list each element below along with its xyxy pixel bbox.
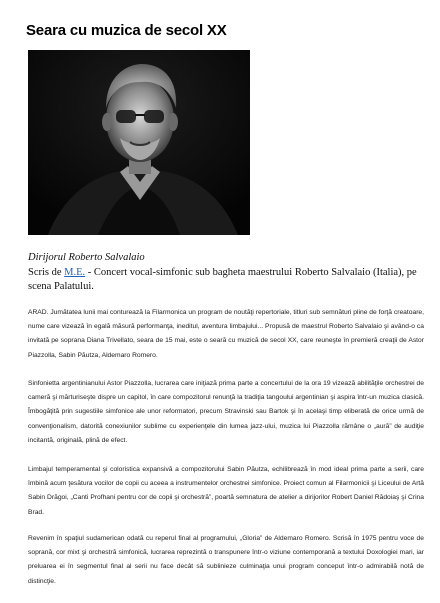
photo-caption: Dirijorul Roberto Salvalaio xyxy=(28,252,145,263)
article-paragraph: Revenim în spaţiul sudamerican odată cu reperul final al programului, „Gloria” de Aldemaro Romero. Scrisă în 1975 pentru voce de soprană, cor mixt şi orchestră simfonică, lucrarea reprezintă o transpunere într-o viziune contemporană a textului Doxologiei mari, iar preluarea ei în segmentul final al serii nu face decât să sublinieze culminaţia unui program conceput într-o admirabilă notă de distincţie. xyxy=(28,535,424,585)
conductor-photo xyxy=(28,50,250,235)
byline xyxy=(28,266,424,294)
conductor-portrait-image xyxy=(28,50,250,235)
author-link[interactable]: M.E. xyxy=(64,267,86,278)
article-paragraph: ARAD. Jumătatea lunii mai conturează la Filarmonica un program de noutăţi repertoriale, titluri sub semnături pline de forţă creatoare, nume care vizează în egală măsură performanţa, ineditul, aventura limbajului... Propusă de maestrul Roberto Salvalaio şi având-o ca invitată pe soprana Diana Trivellato, seara de 15 mai, este o seară cu muzică de secol XX, care reuneşte în premieră creaţii de Astor Piazzolla, Sabin Păutza, Aldemaro Romero. xyxy=(28,309,424,359)
article-title: Seara cu muzica de secol XX xyxy=(26,22,227,39)
article-paragraph: Limbajul temperamental şi coloristica expansivă a compozitorului Sabin Păutza, echilibrează în mod ideal prima parte a serii, care îmbină acum ţesătura vocilor de copii cu aceea a instrumentelor orchestrei simfonice. Proiect comun al Filarmonicii şi Liceului de Artă Sabin Drăgoi, „Canti Profhani pentru cor de copii şi orchestră”, poartă semnatura de atelier a dirijorilor Robert Daniel Rădoiaş şi Crina Brad. xyxy=(28,466,424,516)
article-paragraph: Sinfonietta argentinianului Astor Piazzolla, lucrarea care iniţiază prima parte a concertului de la ora 19 vizează abilităţile orchestrei de cameră şi mărturiseşte dispre un capitol, în care compozitorul renunţă la tradiţia tangoului argentinian şi aspira într-un muzica clasică. Îmbogăţită prin sugestiile simfonice ale unor reformatori, precum Stravinski sau Bartok şi în acelaşi timp eliberată de orice urmă de convenţionalism, datorită conexiunilor sublime cu experienţele din lumea jazz-ului, muzica lui Piazzolla rămâne o „aură” de audiţie incitantă, originală, plină de efect. xyxy=(28,380,424,444)
byline-prefix: Scris de xyxy=(28,267,65,278)
article-summary: - Concert vocal-simfonic sub bagheta maestrului Roberto Salvalaio (Italia), pe scena Palatului. xyxy=(28,267,417,292)
